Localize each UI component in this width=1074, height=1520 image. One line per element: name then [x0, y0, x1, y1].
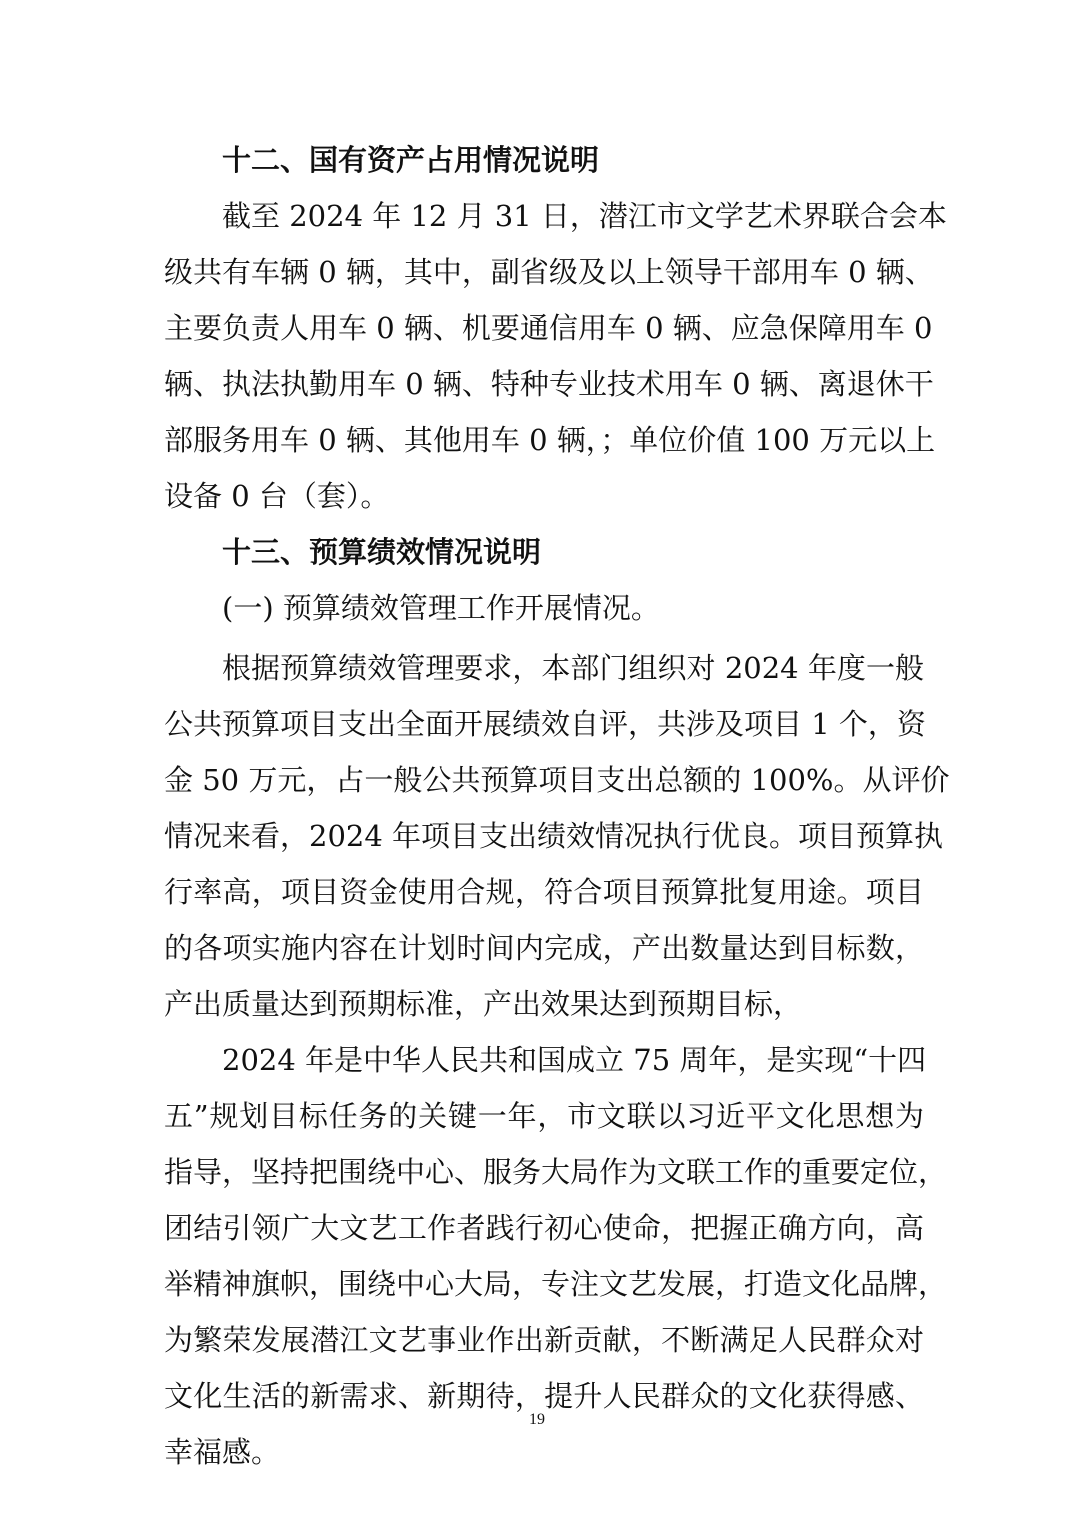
section-12-line-6: 设备 0 台（套）。	[164, 479, 390, 513]
page-number: 19	[529, 1411, 545, 1428]
para2-line-8: 幸福感。	[164, 1435, 281, 1469]
section-12-line-5: 部服务用车 0 辆、其他用车 0 辆，；单位价值 100 万元以上	[164, 423, 936, 457]
section-12-heading: 十二、国有资产占用情况说明	[222, 143, 600, 177]
para2-line-4: 团结引领广大文艺工作者践行初心使命，把握正确方向，高	[164, 1211, 924, 1245]
section-13-subheading: (一) 预算绩效管理工作开展情况。	[222, 591, 660, 625]
para1-line-4: 情况来看，2024 年项目支出绩效情况执行优良。项目预算执	[164, 819, 944, 853]
para1-line-7: 产出质量达到预期标准，产出效果达到预期目标，	[164, 987, 803, 1021]
para1-line-6: 的各项实施内容在计划时间内完成，产出数量达到目标数，	[164, 931, 924, 965]
section-12-line-2: 级共有车辆 0 辆，其中，副省级及以上领导干部用车 0 辆、	[164, 255, 934, 289]
para1-line-5: 行率高，项目资金使用合规，符合项目预算批复用途。项目	[164, 875, 924, 909]
section-12-line-1: 截至 2024 年 12 月 31 日，潜江市文学艺术界联合会本	[222, 199, 947, 233]
para1-line-3: 金 50 万元，占一般公共预算项目支出总额的 100%。从评价	[164, 763, 950, 797]
section-13-heading: 十三、预算绩效情况说明	[222, 535, 542, 569]
section-12-line-4: 辆、执法执勤用车 0 辆、特种专业技术用车 0 辆、离退休干	[164, 367, 934, 401]
para2-line-1: 2024 年是中华人民共和国成立 75 周年，是实现“十四	[222, 1043, 927, 1077]
section-12-line-3: 主要负责人用车 0 辆、机要通信用车 0 辆、应急保障用车 0	[164, 311, 933, 345]
para2-line-2: 五”规划目标任务的关键一年，市文联以习近平文化思想为	[164, 1099, 924, 1133]
para2-line-6: 为繁荣发展潜江文艺事业作出新贡献，不断满足人民群众对	[164, 1323, 924, 1357]
para2-line-7: 文化生活的新需求、新期待，提升人民群众的文化获得感、	[164, 1379, 924, 1413]
para1-line-1: 根据预算绩效管理要求，本部门组织对 2024 年度一般	[222, 651, 924, 685]
para2-line-3: 指导，坚持把围绕中心、服务大局作为文联工作的重要定位，	[164, 1155, 948, 1189]
para1-line-2: 公共预算项目支出全面开展绩效自评，共涉及项目 1 个，资	[164, 707, 926, 741]
para2-line-5: 举精神旗帜，围绕中心大局，专注文艺发展，打造文化品牌，	[164, 1267, 948, 1301]
